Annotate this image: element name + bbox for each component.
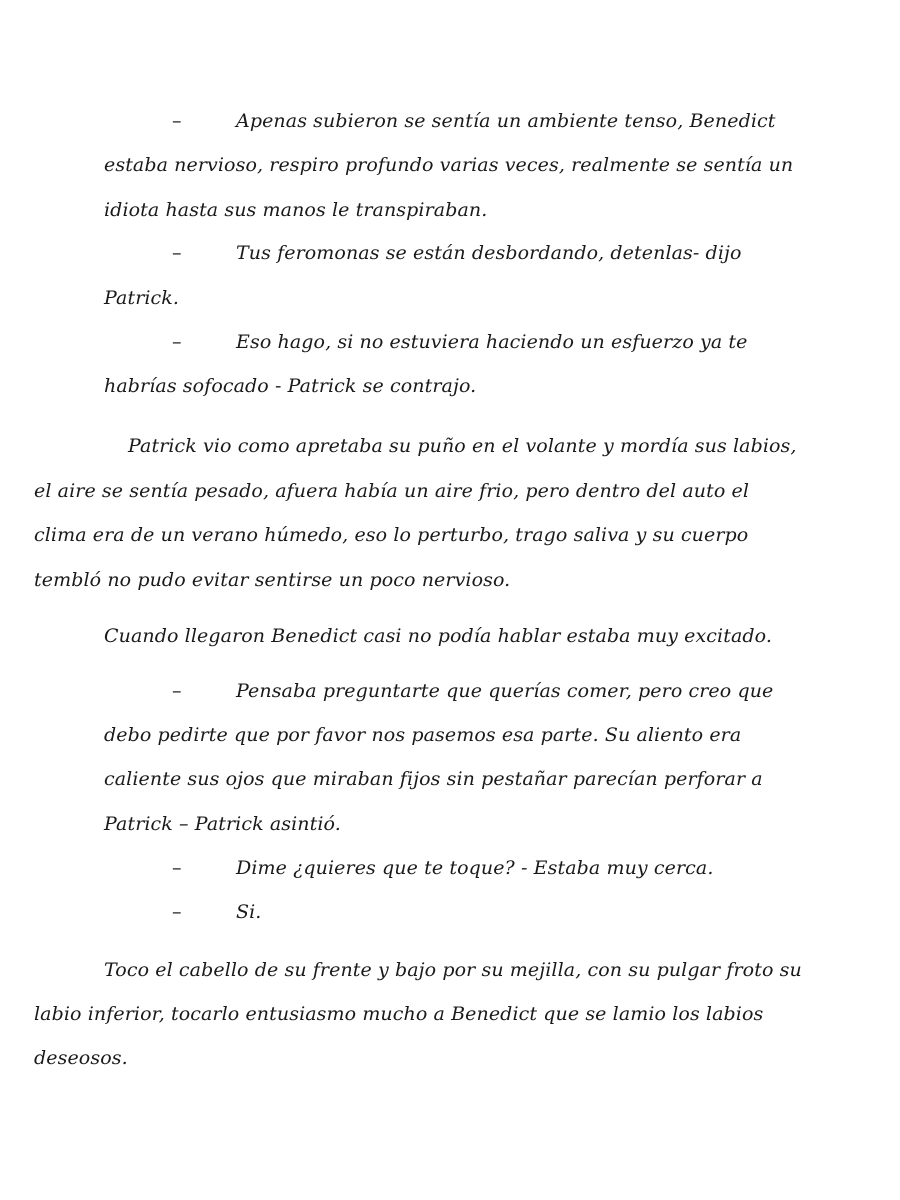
text-line: Eso hago, si no estuviera haciendo un esfuerzo ya te <box>236 331 748 353</box>
text-line: caliente sus ojos que miraban fijos sin pestañar parecían perforar a <box>104 768 763 790</box>
text-line: Toco el cabello de su frente y bajo por su mejilla, con su pulgar froto su <box>104 959 802 981</box>
text-line: Patrick – Patrick asintió. <box>104 813 341 835</box>
text-line: Patrick. <box>104 287 180 309</box>
dialogue-dash: – <box>172 242 182 264</box>
text-line: deseosos. <box>34 1047 128 1069</box>
text-line: Cuando llegaron Benedict casi no podía hablar estaba muy excitado. <box>104 625 772 647</box>
text-line: idiota hasta sus manos le transpiraban. <box>104 199 488 221</box>
text-line: labio inferior, tocarlo entusiasmo mucho a Benedict que se lamio los labios <box>34 1003 764 1025</box>
text-line: clima era de un verano húmedo, eso lo perturbo, trago saliva y su cuerpo <box>34 524 749 546</box>
text-line: Dime ¿quieres que te toque? - Estaba muy cerca. <box>236 857 714 879</box>
dialogue-dash: – <box>172 680 182 702</box>
text-line: Pensaba preguntarte que querías comer, pero creo que <box>236 680 774 702</box>
text-line: tembló no pudo evitar sentirse un poco nervioso. <box>34 569 511 591</box>
text-line: estaba nervioso, respiro profundo varias veces, realmente se sentía un <box>104 154 794 176</box>
text-line: Tus feromonas se están desbordando, detenlas- dijo <box>236 242 742 264</box>
text-line: Si. <box>236 901 262 923</box>
dialogue-dash: – <box>172 331 182 353</box>
text-line: el aire se sentía pesado, afuera había un aire frio, pero dentro del auto el <box>34 480 750 502</box>
text-line: Apenas subieron se sentía un ambiente tenso, Benedict <box>236 110 776 132</box>
dialogue-dash: – <box>172 901 182 923</box>
text-line: Patrick vio como apretaba su puño en el volante y mordía sus labios, <box>128 435 797 457</box>
dialogue-dash: – <box>172 110 182 132</box>
text-line: debo pedirte que por favor nos pasemos esa parte. Su aliento era <box>104 724 742 746</box>
text-line: habrías sofocado - Patrick se contrajo. <box>104 375 477 397</box>
dialogue-dash: – <box>172 857 182 879</box>
